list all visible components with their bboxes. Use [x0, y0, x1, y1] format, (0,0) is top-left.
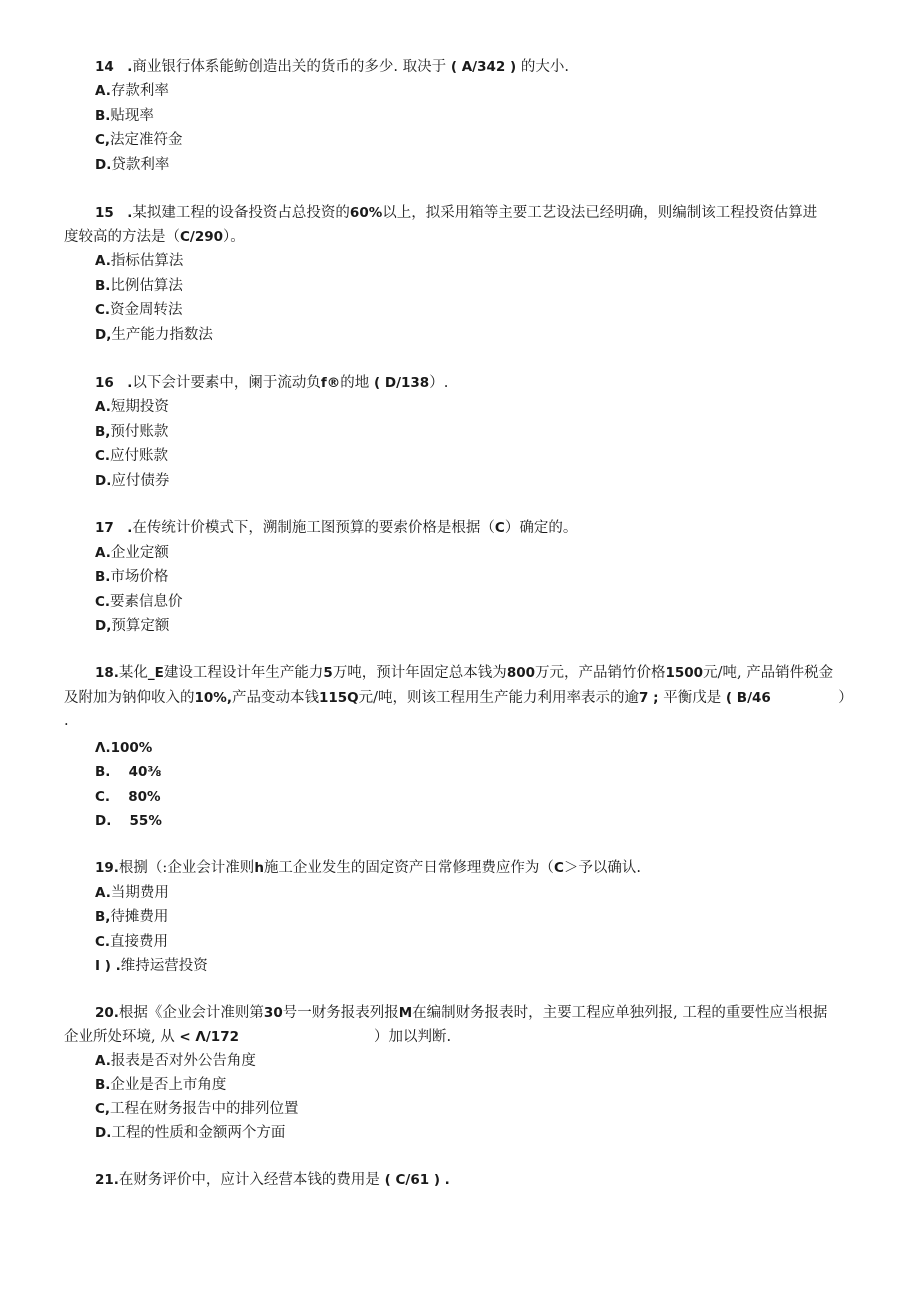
question-15-stem-line-1: 15 .某拟建工程的设备投资占总投资的60%以上，拟采用箱等主要工艺设法已经明确，则编制该工程投资估算进 [95, 205, 818, 221]
question-15-stem-line-2: 度较高的方法是（C/290）。 [64, 229, 245, 245]
question-21-stem: 21.在财务评价中，应计入经营本钱的费用是 ( C/61 ) . [95, 1172, 450, 1188]
question-18-option-c: C. 80% [95, 789, 161, 805]
question-14-stem: 14 .商业银行体系能鲂创造出关的货币的多少. 取决于 ( A/342 ) 的大小. [95, 59, 569, 75]
question-18-stem-line-1: 18.某化_E建设工程设计年生产能力5万吨，预计年固定总本钱为800万元，产品销竹价格1500元/吨, 产品销件税金 [95, 665, 834, 681]
question-15-option-a: A.指标估算法 [95, 253, 184, 269]
question-15-option-c: C.资金周转法 [95, 302, 183, 318]
question-20-option-c: C,工程在财务报告中的排列位置 [95, 1101, 299, 1117]
question-18-stem-line-3: . [64, 713, 69, 729]
question-17-option-b: B.市场价格 [95, 569, 169, 585]
question-17-option-a: A.企业定额 [95, 545, 169, 561]
question-20-stem-line-2: 企业所处环境, 从 < Λ/172 ）加以判断. [64, 1029, 452, 1045]
question-16-stem: 16 .以下会计要素中，阑于流动负f®的地 ( D/138）. [95, 375, 449, 391]
question-17-option-c: C.要素信息价 [95, 594, 183, 610]
question-16-option-d: D.应付债券 [95, 473, 170, 489]
question-19-option-d: I ) .维持运营投资 [95, 958, 208, 974]
question-20-option-a: A.报表是否对外公告角度 [95, 1053, 256, 1069]
question-18-option-b: B. 40⅜ [95, 764, 162, 780]
question-16-option-a: A.短期投资 [95, 399, 169, 415]
question-14-option-b: B.贴现率 [95, 108, 154, 124]
question-18-option-a: Λ.100% [95, 740, 153, 756]
question-19-option-b: B,待摊费用 [95, 909, 169, 925]
question-20-stem-line-1: 20.根据《企业会计准则第30号一财务报表列报M在编制财务报表时，主要工程应单独列报, 工程的重要性应当根据 [95, 1005, 828, 1021]
question-14-option-d: D.贷款利率 [95, 157, 170, 173]
question-16-option-b: B,预付账款 [95, 424, 169, 440]
question-17-stem: 17 .在传统计价模式下，溯制施工图预算的要索价格是根据（C）确定的。 [95, 520, 578, 536]
question-15-option-d: D,生产能力指数法 [95, 327, 213, 343]
question-18-option-d: D. 55% [95, 813, 162, 829]
question-20-option-d: D.工程的性质和金额两个方面 [95, 1125, 286, 1141]
question-19-stem: 19.根捌（:企业会计准则h施工企业发生的固定资产日常修理费应作为（C＞予以确认. [95, 860, 641, 876]
question-16-option-c: C.应付账款 [95, 448, 169, 464]
question-19-option-c: C.直接费用 [95, 934, 169, 950]
question-14-option-c: C,法定准符金 [95, 132, 183, 148]
question-17-option-d: D,预算定额 [95, 618, 170, 634]
question-15-option-b: B.比例估算法 [95, 278, 183, 294]
question-14-option-a: A.存款利率 [95, 83, 169, 99]
question-19-option-a: A.当期费用 [95, 885, 169, 901]
question-20-option-b: B.企业是否上市角度 [95, 1077, 227, 1093]
question-18-stem-line-2: 及附加为钠仰收入的10%,产品变动本钱115Q元/吨，则该工程用生产能力利用率表示的逾7 ; 平衡戊是 ( B/46 ） [64, 690, 853, 706]
